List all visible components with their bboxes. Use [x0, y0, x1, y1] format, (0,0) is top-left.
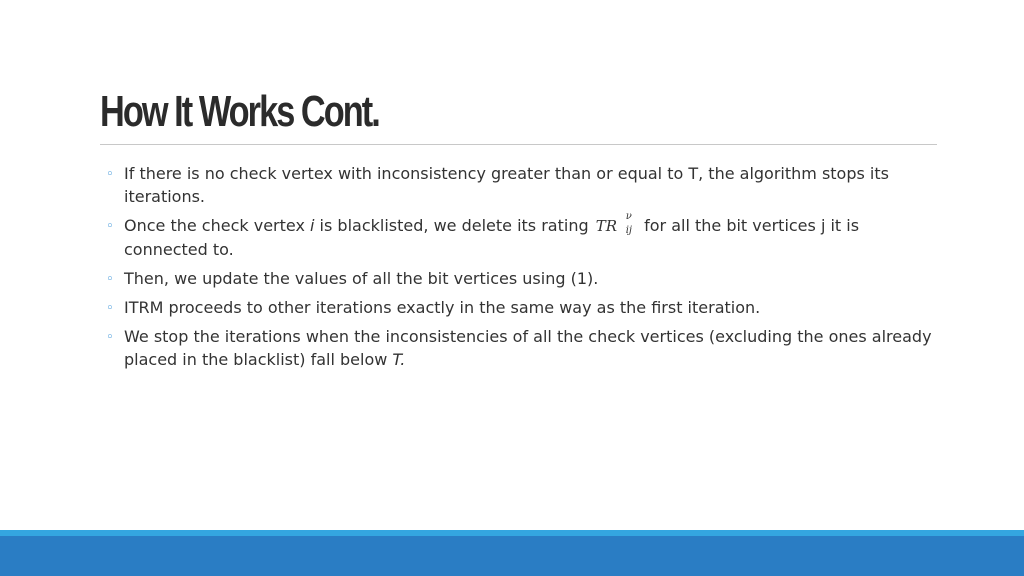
bullet-item [104, 162, 934, 208]
rating-formula [595, 211, 637, 238]
formula-superscript: ν [625, 211, 632, 222]
bullet-item [104, 296, 934, 319]
bullet-circle-icon: ◦ [106, 272, 114, 287]
formula-subscript: ij [625, 225, 633, 236]
bullet-text: Once the check vertex [124, 216, 311, 235]
bullet-item [104, 211, 934, 261]
bullet-text: If there is no check vertex with inconsistency greater than or equal to T, the algorithm stops its iterations. [124, 164, 889, 206]
bullet-list [104, 162, 934, 377]
bullet-text: ITRM proceeds to other iterations exactly in the same way as the first iteration. [124, 298, 761, 317]
footer-band [0, 536, 1024, 576]
bullet-circle-icon: ◦ [106, 219, 114, 234]
bullet-text: for all the bit vertices j it is connected to. [124, 216, 860, 259]
bullet-text: is blacklisted, we delete its rating [314, 216, 594, 235]
bullet-text: Then, we update the values of all the bit vertices using (1). [124, 269, 599, 288]
bullet-italic: i [310, 216, 315, 235]
bullet-italic: T. [392, 350, 406, 369]
bullet-item [104, 267, 934, 290]
bullet-text: We stop the iterations when the inconsistencies of all the check vertices (excluding the ones already placed in the blacklist) fall below [124, 327, 932, 369]
formula-base: TR [595, 217, 618, 235]
bullet-item [104, 325, 934, 371]
slide-title: How It Works Cont. [100, 87, 379, 136]
bullet-circle-icon: ◦ [106, 301, 114, 316]
bullet-circle-icon: ◦ [106, 330, 114, 345]
bullet-circle-icon: ◦ [106, 167, 114, 182]
title-divider [100, 144, 937, 145]
